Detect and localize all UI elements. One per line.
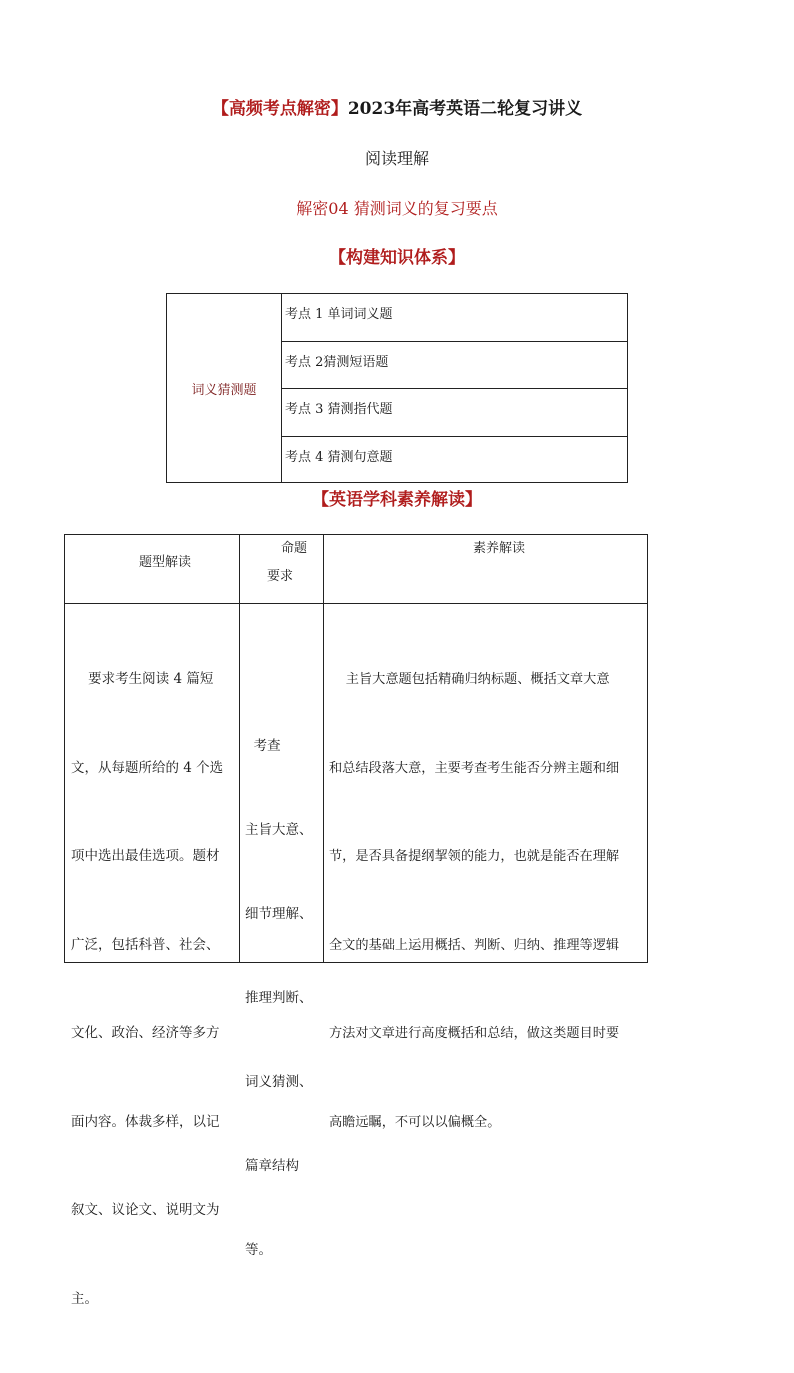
question-type-description [71,606,237,1373]
requirement-line: 篇章结构 [245,1158,299,1174]
description-line: 文，从每题所给的 4 个选 [71,759,224,776]
requirement-line: 细节理解、 [245,906,313,922]
document-subtitle: 阅读理解 [364,149,429,168]
knowledge-point-3: 考点 3 猜测指代题 [282,389,627,437]
title-prefix: 【高频考点解密】 [211,99,348,119]
description-line: 文化、政治、经济等多方 [71,1025,220,1041]
section-heading-knowledge-system: 【构建知识体系】 [329,248,465,268]
knowledge-point-1: 考点 1 单词词义题 [282,294,627,342]
column-divider [323,535,324,962]
literacy-line: 全文的基础上运用概括、判断、归纳、推理等逻辑 [329,937,620,953]
literacy-line: 和总结段落大意，主要考查考生能否分辨主题和细 [329,760,620,776]
knowledge-points [282,294,627,482]
document-title [0,94,794,119]
requirement-line: 推理判断、 [245,990,313,1006]
description-line: 广泛，包括科普、社会、 [71,936,220,953]
header-requirement-line2: 要求 [267,569,294,584]
header-requirement-line1: 命题 [281,541,308,556]
literacy-line: 高瞻远瞩，不可以以偏概全。 [329,1114,501,1130]
literacy-line: 方法对文章进行高度概括和总结，做这类题目时要 [329,1026,620,1041]
literacy-description [329,606,647,1196]
literacy-line: 主旨大意题包括精确归纳标题、概括文章大意 [329,672,610,687]
description-line: 叙文、议论文、说明文为 [71,1202,220,1218]
description-line: 面内容。体裁多样，以记 [71,1113,220,1130]
knowledge-point-4: 考点 4 猜测句意题 [285,449,393,465]
requirement-line: 词义猜测、 [245,1074,313,1090]
requirement-description [245,676,323,1320]
knowledge-point-2: 考点 2猜测短语题 [282,342,627,390]
section-heading-literacy: 【英语学科素养解读】 [312,490,482,510]
category-cell: 词义猜测题 [167,294,282,482]
literacy-line: 节，是否具备提纲挈领的能力，也就是能否在理解 [329,849,620,864]
header-question-type: 题型解读 [139,555,192,570]
literacy-table [64,534,648,1307]
description-line: 主。 [71,1290,98,1307]
description-line: 要求考生阅读 4 篇短 [71,671,214,687]
header-divider [65,603,647,604]
column-divider [239,535,240,962]
requirement-line: 等。 [245,1242,272,1258]
description-line: 项中选出最佳选项。题材 [71,848,220,864]
requirement-line: 考查 [245,738,281,754]
title-main: 2023年高考英语二轮复习讲义 [347,99,583,119]
knowledge-system-table [166,293,628,483]
requirement-line: 主旨大意、 [245,822,313,838]
secret-title: 解密04 猜测词义的复习要点 [296,199,498,218]
header-literacy: 素养解读 [473,541,526,556]
